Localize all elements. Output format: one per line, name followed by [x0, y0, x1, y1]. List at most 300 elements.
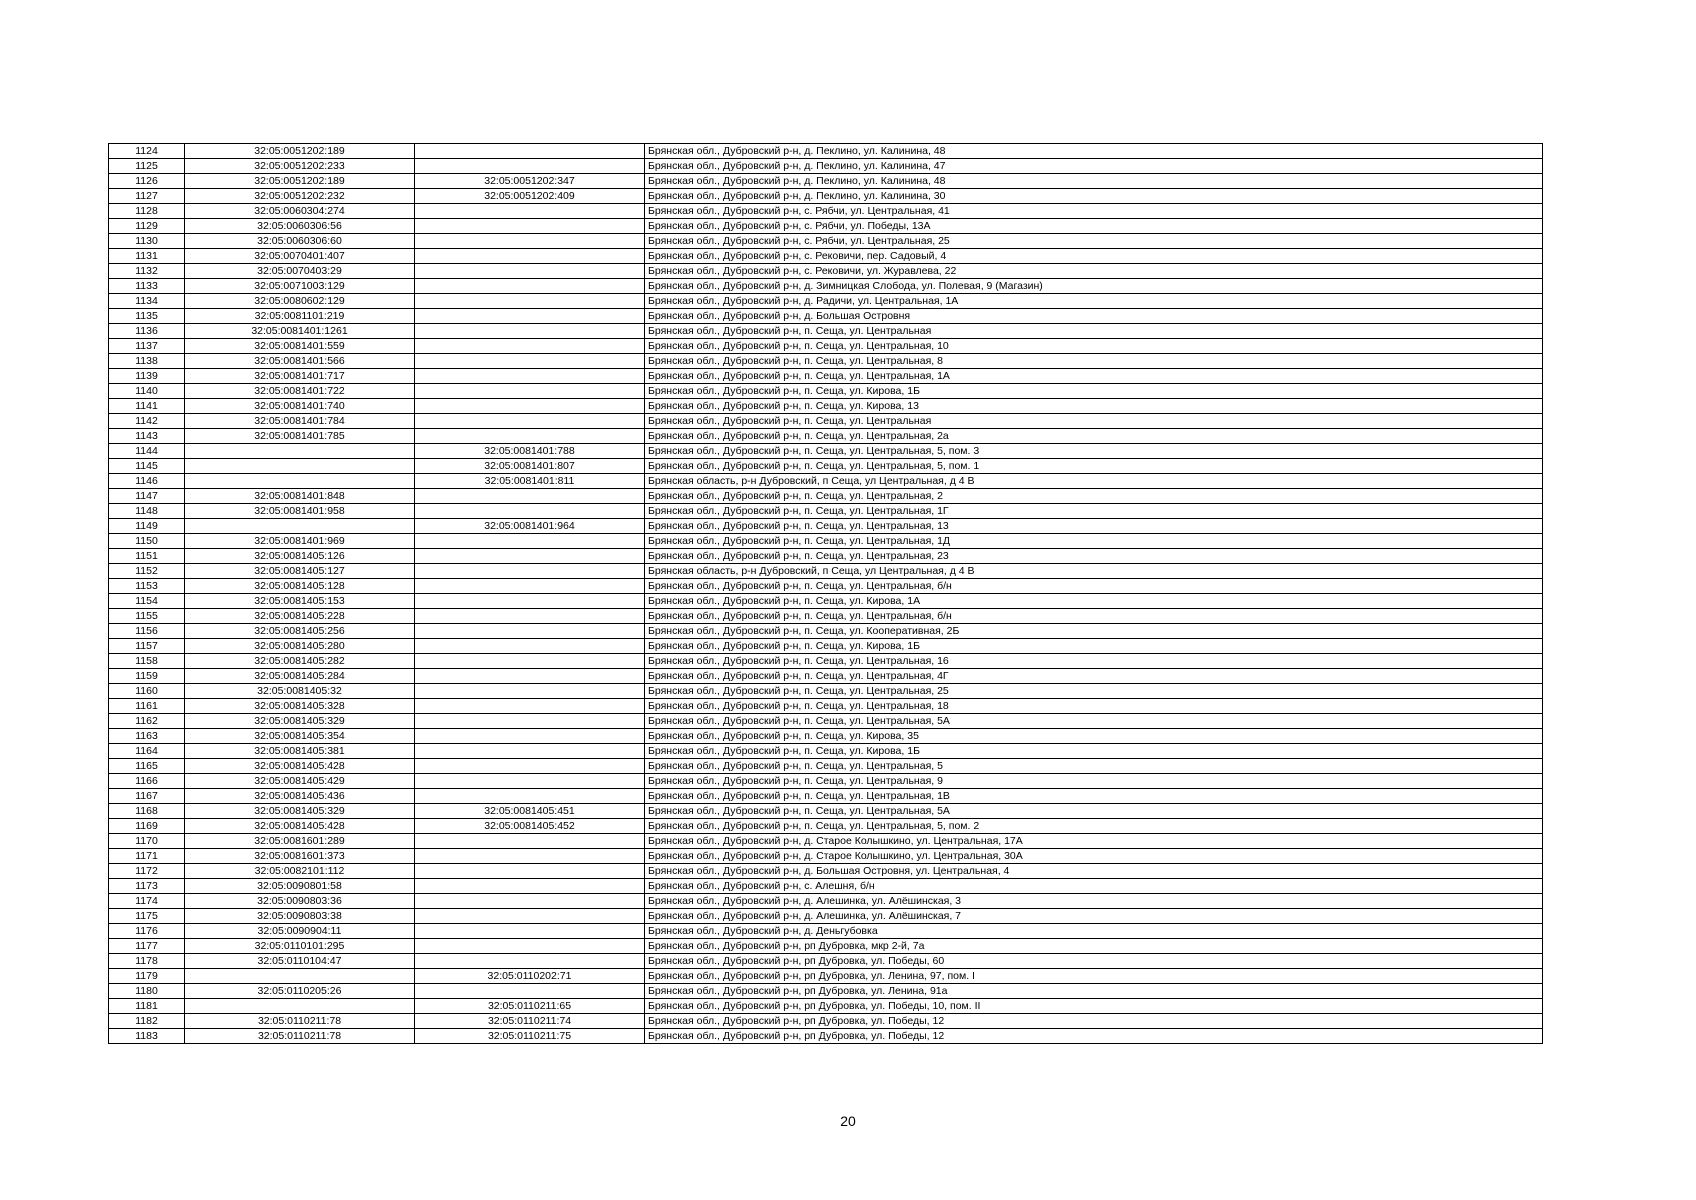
address-cell: Брянская обл., Дубровский р-н, д. Пеклино, ул. Калинина, 30	[645, 189, 1543, 204]
table-row	[109, 984, 1543, 999]
table-row	[109, 294, 1543, 309]
land-cadastral-number-cell: 32:05:0081101:219	[185, 309, 415, 324]
land-cadastral-number-cell: 32:05:0090803:36	[185, 894, 415, 909]
building-cadastral-number-cell	[415, 234, 645, 249]
building-cadastral-number-cell	[415, 789, 645, 804]
building-cadastral-number-cell	[415, 324, 645, 339]
row-number-cell: 1136	[109, 324, 185, 339]
row-number-cell: 1124	[109, 144, 185, 159]
land-cadastral-number-cell: 32:05:0081405:428	[185, 819, 415, 834]
table-row	[109, 834, 1543, 849]
address-cell: Брянская обл., Дубровский р-н, д. Пеклино, ул. Калинина, 48	[645, 174, 1543, 189]
land-cadastral-number-cell: 32:05:0081401:969	[185, 534, 415, 549]
row-number-cell: 1154	[109, 594, 185, 609]
table-row	[109, 954, 1543, 969]
address-cell: Брянская обл., Дубровский р-н, п. Сеща, ул. Центральная, 5	[645, 759, 1543, 774]
building-cadastral-number-cell: 32:05:0081401:788	[415, 444, 645, 459]
row-number-cell: 1125	[109, 159, 185, 174]
row-number-cell: 1153	[109, 579, 185, 594]
table-row	[109, 279, 1543, 294]
row-number-cell: 1156	[109, 624, 185, 639]
building-cadastral-number-cell	[415, 594, 645, 609]
building-cadastral-number-cell	[415, 939, 645, 954]
address-cell: Брянская обл., Дубровский р-н, п. Сеща, ул. Центральная, б/н	[645, 579, 1543, 594]
row-number-cell: 1148	[109, 504, 185, 519]
row-number-cell: 1181	[109, 999, 185, 1014]
land-cadastral-number-cell	[185, 999, 415, 1014]
row-number-cell: 1169	[109, 819, 185, 834]
address-cell: Брянская обл., Дубровский р-н, п. Сеща, ул. Центральная, 23	[645, 549, 1543, 564]
building-cadastral-number-cell	[415, 834, 645, 849]
row-number-cell: 1175	[109, 909, 185, 924]
table-row	[109, 759, 1543, 774]
address-cell: Брянская обл., Дубровский р-н, п. Сеща, ул. Центральная, 2а	[645, 429, 1543, 444]
row-number-cell: 1173	[109, 879, 185, 894]
building-cadastral-number-cell	[415, 204, 645, 219]
table-row	[109, 939, 1543, 954]
land-cadastral-number-cell: 32:05:0081405:153	[185, 594, 415, 609]
building-cadastral-number-cell	[415, 579, 645, 594]
building-cadastral-number-cell	[415, 894, 645, 909]
land-cadastral-number-cell: 32:05:0081401:1261	[185, 324, 415, 339]
address-cell: Брянская обл., Дубровский р-н, п. Сеща, ул. Центральная	[645, 414, 1543, 429]
building-cadastral-number-cell	[415, 414, 645, 429]
building-cadastral-number-cell	[415, 954, 645, 969]
building-cadastral-number-cell: 32:05:0081401:807	[415, 459, 645, 474]
register-table	[108, 143, 1543, 1044]
address-cell: Брянская обл., Дубровский р-н, д. Деньгубовка	[645, 924, 1543, 939]
row-number-cell: 1165	[109, 759, 185, 774]
address-cell: Брянская обл., Дубровский р-н, п. Сеща, ул. Кирова, 13	[645, 399, 1543, 414]
row-number-cell: 1128	[109, 204, 185, 219]
building-cadastral-number-cell: 32:05:0081401:811	[415, 474, 645, 489]
row-number-cell: 1157	[109, 639, 185, 654]
land-cadastral-number-cell: 32:05:0070403:29	[185, 264, 415, 279]
land-cadastral-number-cell: 32:05:0110211:78	[185, 1014, 415, 1029]
table-row	[109, 789, 1543, 804]
address-cell: Брянская обл., Дубровский р-н, рп Дубровка, ул. Победы, 60	[645, 954, 1543, 969]
table-row	[109, 264, 1543, 279]
row-number-cell: 1171	[109, 849, 185, 864]
address-cell: Брянская обл., Дубровский р-н, п. Сеща, ул. Кирова, 1Б	[645, 384, 1543, 399]
building-cadastral-number-cell	[415, 249, 645, 264]
row-number-cell: 1135	[109, 309, 185, 324]
address-cell: Брянская обл., Дубровский р-н, п. Сеща, ул. Кооперативная, 2Б	[645, 624, 1543, 639]
land-cadastral-number-cell: 32:05:0070401:407	[185, 249, 415, 264]
building-cadastral-number-cell: 32:05:0081405:451	[415, 804, 645, 819]
address-cell: Брянская обл., Дубровский р-н, д. Старое Колышкино, ул. Центральная, 30А	[645, 849, 1543, 864]
address-cell: Брянская обл., Дубровский р-н, д. Радичи, ул. Центральная, 1А	[645, 294, 1543, 309]
address-cell: Брянская обл., Дубровский р-н, п. Сеща, ул. Центральная, 1Д	[645, 534, 1543, 549]
row-number-cell: 1172	[109, 864, 185, 879]
table-row	[109, 519, 1543, 534]
building-cadastral-number-cell: 32:05:0051202:409	[415, 189, 645, 204]
address-cell: Брянская обл., Дубровский р-н, п. Сеща, ул. Центральная, 25	[645, 684, 1543, 699]
row-number-cell: 1130	[109, 234, 185, 249]
building-cadastral-number-cell: 32:05:0110211:74	[415, 1014, 645, 1029]
table-row	[109, 429, 1543, 444]
address-cell: Брянская обл., Дубровский р-н, п. Сеща, ул. Центральная	[645, 324, 1543, 339]
table-row	[109, 894, 1543, 909]
row-number-cell: 1168	[109, 804, 185, 819]
land-cadastral-number-cell: 32:05:0081405:329	[185, 804, 415, 819]
land-cadastral-number-cell: 32:05:0081401:784	[185, 414, 415, 429]
table-row	[109, 489, 1543, 504]
land-cadastral-number-cell: 32:05:0081405:256	[185, 624, 415, 639]
building-cadastral-number-cell	[415, 669, 645, 684]
building-cadastral-number-cell: 32:05:0110211:65	[415, 999, 645, 1014]
table-row	[109, 1014, 1543, 1029]
address-cell: Брянская обл., Дубровский р-н, п. Сеща, ул. Центральная, 5А	[645, 714, 1543, 729]
address-cell: Брянская обл., Дубровский р-н, п. Сеща, ул. Центральная, 18	[645, 699, 1543, 714]
row-number-cell: 1146	[109, 474, 185, 489]
table-row	[109, 384, 1543, 399]
building-cadastral-number-cell: 32:05:0081405:452	[415, 819, 645, 834]
land-cadastral-number-cell: 32:05:0051202:232	[185, 189, 415, 204]
land-cadastral-number-cell: 32:05:0081401:722	[185, 384, 415, 399]
table-row	[109, 909, 1543, 924]
row-number-cell: 1178	[109, 954, 185, 969]
table-row	[109, 474, 1543, 489]
land-cadastral-number-cell: 32:05:0081405:436	[185, 789, 415, 804]
page-number: 20	[840, 1113, 856, 1129]
building-cadastral-number-cell	[415, 564, 645, 579]
land-cadastral-number-cell: 32:05:0082101:112	[185, 864, 415, 879]
table-row	[109, 609, 1543, 624]
address-cell: Брянская обл., Дубровский р-н, д. Большая Островня	[645, 309, 1543, 324]
table-row	[109, 369, 1543, 384]
address-cell: Брянская обл., Дубровский р-н, с. Рябчи, ул. Центральная, 25	[645, 234, 1543, 249]
address-cell: Брянская область, р-н Дубровский, п Сеща, ул Центральная, д 4 В	[645, 564, 1543, 579]
row-number-cell: 1145	[109, 459, 185, 474]
building-cadastral-number-cell	[415, 384, 645, 399]
building-cadastral-number-cell	[415, 624, 645, 639]
table-row	[109, 414, 1543, 429]
building-cadastral-number-cell	[415, 399, 645, 414]
building-cadastral-number-cell	[415, 714, 645, 729]
land-cadastral-number-cell: 32:05:0081401:740	[185, 399, 415, 414]
land-cadastral-number-cell: 32:05:0081405:280	[185, 639, 415, 654]
row-number-cell: 1164	[109, 744, 185, 759]
building-cadastral-number-cell	[415, 144, 645, 159]
row-number-cell: 1162	[109, 714, 185, 729]
table-row	[109, 999, 1543, 1014]
table-row	[109, 924, 1543, 939]
building-cadastral-number-cell	[415, 369, 645, 384]
table-row	[109, 339, 1543, 354]
row-number-cell: 1141	[109, 399, 185, 414]
table-row	[109, 204, 1543, 219]
address-cell: Брянская обл., Дубровский р-н, п. Сеща, ул. Центральная, 1А	[645, 369, 1543, 384]
land-cadastral-number-cell: 32:05:0081405:127	[185, 564, 415, 579]
land-cadastral-number-cell: 32:05:0060306:56	[185, 219, 415, 234]
address-cell: Брянская обл., Дубровский р-н, д. Пеклино, ул. Калинина, 47	[645, 159, 1543, 174]
row-number-cell: 1129	[109, 219, 185, 234]
table-row	[109, 234, 1543, 249]
building-cadastral-number-cell	[415, 759, 645, 774]
address-cell: Брянская обл., Дубровский р-н, п. Сеща, ул. Кирова, 1Б	[645, 744, 1543, 759]
address-cell: Брянская обл., Дубровский р-н, с. Рябчи, ул. Центральная, 41	[645, 204, 1543, 219]
address-cell: Брянская обл., Дубровский р-н, п. Сеща, ул. Центральная, 13	[645, 519, 1543, 534]
building-cadastral-number-cell	[415, 279, 645, 294]
building-cadastral-number-cell: 32:05:0051202:347	[415, 174, 645, 189]
address-cell: Брянская обл., Дубровский р-н, п. Сеща, ул. Центральная, 5, пом. 1	[645, 459, 1543, 474]
building-cadastral-number-cell	[415, 264, 645, 279]
land-cadastral-number-cell: 32:05:0081405:128	[185, 579, 415, 594]
land-cadastral-number-cell	[185, 459, 415, 474]
row-number-cell: 1142	[109, 414, 185, 429]
address-cell: Брянская обл., Дубровский р-н, рп Дубровка, мкр 2-й, 7а	[645, 939, 1543, 954]
address-cell: Брянская обл., Дубровский р-н, п. Сеща, ул. Центральная, 5, пом. 3	[645, 444, 1543, 459]
row-number-cell: 1163	[109, 729, 185, 744]
table-row	[109, 699, 1543, 714]
address-cell: Брянская обл., Дубровский р-н, д. Алешинка, ул. Алёшинская, 7	[645, 909, 1543, 924]
address-cell: Брянская обл., Дубровский р-н, п. Сеща, ул. Кирова, 35	[645, 729, 1543, 744]
building-cadastral-number-cell	[415, 774, 645, 789]
building-cadastral-number-cell	[415, 639, 645, 654]
address-cell: Брянская область, р-н Дубровский, п Сеща, ул Центральная, д 4 В	[645, 474, 1543, 489]
building-cadastral-number-cell	[415, 294, 645, 309]
table-row	[109, 684, 1543, 699]
land-cadastral-number-cell: 32:05:0081405:284	[185, 669, 415, 684]
land-cadastral-number-cell: 32:05:0081401:785	[185, 429, 415, 444]
land-cadastral-number-cell: 32:05:0110101:295	[185, 939, 415, 954]
land-cadastral-number-cell	[185, 474, 415, 489]
table-row	[109, 309, 1543, 324]
address-cell: Брянская обл., Дубровский р-н, п. Сеща, ул. Центральная, 10	[645, 339, 1543, 354]
table-row	[109, 579, 1543, 594]
row-number-cell: 1143	[109, 429, 185, 444]
table-row	[109, 879, 1543, 894]
building-cadastral-number-cell	[415, 909, 645, 924]
row-number-cell: 1170	[109, 834, 185, 849]
land-cadastral-number-cell: 32:05:0110104:47	[185, 954, 415, 969]
land-cadastral-number-cell: 32:05:0081405:381	[185, 744, 415, 759]
row-number-cell: 1133	[109, 279, 185, 294]
building-cadastral-number-cell: 32:05:0081401:964	[415, 519, 645, 534]
table-row	[109, 534, 1543, 549]
table-row	[109, 969, 1543, 984]
row-number-cell: 1180	[109, 984, 185, 999]
address-cell: Брянская обл., Дубровский р-н, п. Сеща, ул. Центральная, 1В	[645, 789, 1543, 804]
row-number-cell: 1161	[109, 699, 185, 714]
address-cell: Брянская обл., Дубровский р-н, п. Сеща, ул. Центральная, 1Г	[645, 504, 1543, 519]
row-number-cell: 1132	[109, 264, 185, 279]
building-cadastral-number-cell	[415, 489, 645, 504]
table-row	[109, 594, 1543, 609]
building-cadastral-number-cell	[415, 699, 645, 714]
row-number-cell: 1158	[109, 654, 185, 669]
land-cadastral-number-cell: 32:05:0081405:32	[185, 684, 415, 699]
table-row	[109, 849, 1543, 864]
land-cadastral-number-cell: 32:05:0081405:354	[185, 729, 415, 744]
address-cell: Брянская обл., Дубровский р-н, с. Рековичи, ул. Журавлева, 22	[645, 264, 1543, 279]
land-cadastral-number-cell: 32:05:0081401:717	[185, 369, 415, 384]
row-number-cell: 1137	[109, 339, 185, 354]
address-cell: Брянская обл., Дубровский р-н, д. Старое Колышкино, ул. Центральная, 17А	[645, 834, 1543, 849]
address-cell: Брянская обл., Дубровский р-н, п. Сеща, ул. Центральная, 8	[645, 354, 1543, 369]
row-number-cell: 1166	[109, 774, 185, 789]
row-number-cell: 1174	[109, 894, 185, 909]
building-cadastral-number-cell	[415, 549, 645, 564]
address-cell: Брянская обл., Дубровский р-н, д. Пеклино, ул. Калинина, 48	[645, 144, 1543, 159]
address-cell: Брянская обл., Дубровский р-н, п. Сеща, ул. Центральная, 5, пом. 2	[645, 819, 1543, 834]
building-cadastral-number-cell	[415, 849, 645, 864]
table-row	[109, 774, 1543, 789]
row-number-cell: 1176	[109, 924, 185, 939]
row-number-cell: 1140	[109, 384, 185, 399]
address-cell: Брянская обл., Дубровский р-н, с. Алешня, б/н	[645, 879, 1543, 894]
address-cell: Брянская обл., Дубровский р-н, п. Сеща, ул. Центральная, 4Г	[645, 669, 1543, 684]
building-cadastral-number-cell	[415, 924, 645, 939]
row-number-cell: 1152	[109, 564, 185, 579]
row-number-cell: 1167	[109, 789, 185, 804]
table-row	[109, 564, 1543, 579]
table-row	[109, 189, 1543, 204]
address-cell: Брянская обл., Дубровский р-н, д. Зимницкая Слобода, ул. Полевая, 9 (Магазин)	[645, 279, 1543, 294]
land-cadastral-number-cell: 32:05:0081405:328	[185, 699, 415, 714]
land-cadastral-number-cell: 32:05:0081405:329	[185, 714, 415, 729]
land-cadastral-number-cell	[185, 444, 415, 459]
table-row	[109, 219, 1543, 234]
land-cadastral-number-cell: 32:05:0060304:274	[185, 204, 415, 219]
building-cadastral-number-cell	[415, 354, 645, 369]
address-cell: Брянская обл., Дубровский р-н, п. Сеща, ул. Кирова, 1А	[645, 594, 1543, 609]
table-row	[109, 669, 1543, 684]
row-number-cell: 1131	[109, 249, 185, 264]
table-row	[109, 354, 1543, 369]
building-cadastral-number-cell	[415, 159, 645, 174]
row-number-cell: 1126	[109, 174, 185, 189]
address-cell: Брянская обл., Дубровский р-н, рп Дубровка, ул. Победы, 12	[645, 1029, 1543, 1044]
land-cadastral-number-cell	[185, 969, 415, 984]
land-cadastral-number-cell: 32:05:0081405:126	[185, 549, 415, 564]
address-cell: Брянская обл., Дубровский р-н, рп Дубровка, ул. Победы, 12	[645, 1014, 1543, 1029]
building-cadastral-number-cell	[415, 864, 645, 879]
address-cell: Брянская обл., Дубровский р-н, п. Сеща, ул. Центральная, 16	[645, 654, 1543, 669]
table-row	[109, 249, 1543, 264]
address-cell: Брянская обл., Дубровский р-н, п. Сеща, ул. Кирова, 1Б	[645, 639, 1543, 654]
address-cell: Брянская обл., Дубровский р-н, п. Сеща, ул. Центральная, 9	[645, 774, 1543, 789]
land-cadastral-number-cell: 32:05:0081405:428	[185, 759, 415, 774]
land-cadastral-number-cell: 32:05:0081401:559	[185, 339, 415, 354]
row-number-cell: 1151	[109, 549, 185, 564]
row-number-cell: 1150	[109, 534, 185, 549]
address-cell: Брянская обл., Дубровский р-н, рп Дубровка, ул. Ленина, 91а	[645, 984, 1543, 999]
table-row	[109, 864, 1543, 879]
building-cadastral-number-cell	[415, 654, 645, 669]
land-cadastral-number-cell: 32:05:0081601:289	[185, 834, 415, 849]
address-cell: Брянская обл., Дубровский р-н, рп Дубровка, ул. Ленина, 97, пом. I	[645, 969, 1543, 984]
row-number-cell: 1159	[109, 669, 185, 684]
land-cadastral-number-cell: 32:05:0110211:78	[185, 1029, 415, 1044]
land-cadastral-number-cell: 32:05:0081405:282	[185, 654, 415, 669]
row-number-cell: 1134	[109, 294, 185, 309]
building-cadastral-number-cell	[415, 534, 645, 549]
table-row	[109, 624, 1543, 639]
building-cadastral-number-cell	[415, 429, 645, 444]
row-number-cell: 1138	[109, 354, 185, 369]
table-row	[109, 639, 1543, 654]
land-cadastral-number-cell: 32:05:0081401:848	[185, 489, 415, 504]
address-cell: Брянская обл., Дубровский р-н, п. Сеща, ул. Центральная, б/н	[645, 609, 1543, 624]
address-cell: Брянская обл., Дубровский р-н, д. Большая Островня, ул. Центральная, 4	[645, 864, 1543, 879]
land-cadastral-number-cell: 32:05:0081405:228	[185, 609, 415, 624]
land-cadastral-number-cell	[185, 519, 415, 534]
address-cell: Брянская обл., Дубровский р-н, д. Алешинка, ул. Алёшинская, 3	[645, 894, 1543, 909]
building-cadastral-number-cell	[415, 609, 645, 624]
land-cadastral-number-cell: 32:05:0090803:38	[185, 909, 415, 924]
land-cadastral-number-cell: 32:05:0110205:26	[185, 984, 415, 999]
row-number-cell: 1139	[109, 369, 185, 384]
land-cadastral-number-cell: 32:05:0081401:958	[185, 504, 415, 519]
land-cadastral-number-cell: 32:05:0060306:60	[185, 234, 415, 249]
building-cadastral-number-cell	[415, 309, 645, 324]
building-cadastral-number-cell	[415, 879, 645, 894]
land-cadastral-number-cell: 32:05:0051202:189	[185, 144, 415, 159]
building-cadastral-number-cell	[415, 729, 645, 744]
table-row	[109, 324, 1543, 339]
table-row	[109, 804, 1543, 819]
address-cell: Брянская обл., Дубровский р-н, с. Рябчи, ул. Победы, 13А	[645, 219, 1543, 234]
table-row	[109, 159, 1543, 174]
table-row	[109, 174, 1543, 189]
table-row	[109, 144, 1543, 159]
table-row	[109, 459, 1543, 474]
building-cadastral-number-cell	[415, 684, 645, 699]
row-number-cell: 1179	[109, 969, 185, 984]
building-cadastral-number-cell: 32:05:0110211:75	[415, 1029, 645, 1044]
address-cell: Брянская обл., Дубровский р-н, п. Сеща, ул. Центральная, 5А	[645, 804, 1543, 819]
row-number-cell: 1149	[109, 519, 185, 534]
table-row	[109, 1029, 1543, 1044]
row-number-cell: 1182	[109, 1014, 185, 1029]
table-row	[109, 819, 1543, 834]
building-cadastral-number-cell	[415, 339, 645, 354]
table-row	[109, 399, 1543, 414]
building-cadastral-number-cell	[415, 744, 645, 759]
building-cadastral-number-cell	[415, 219, 645, 234]
building-cadastral-number-cell	[415, 984, 645, 999]
table-row	[109, 549, 1543, 564]
land-cadastral-number-cell: 32:05:0081401:566	[185, 354, 415, 369]
row-number-cell: 1177	[109, 939, 185, 954]
table-row	[109, 714, 1543, 729]
land-cadastral-number-cell: 32:05:0071003:129	[185, 279, 415, 294]
row-number-cell: 1155	[109, 609, 185, 624]
row-number-cell: 1147	[109, 489, 185, 504]
building-cadastral-number-cell	[415, 504, 645, 519]
land-cadastral-number-cell: 32:05:0080602:129	[185, 294, 415, 309]
table-row	[109, 444, 1543, 459]
land-cadastral-number-cell: 32:05:0081405:429	[185, 774, 415, 789]
land-cadastral-number-cell: 32:05:0090801:58	[185, 879, 415, 894]
building-cadastral-number-cell: 32:05:0110202:71	[415, 969, 645, 984]
land-cadastral-number-cell: 32:05:0051202:189	[185, 174, 415, 189]
row-number-cell: 1144	[109, 444, 185, 459]
land-cadastral-number-cell: 32:05:0090904:11	[185, 924, 415, 939]
register-table-body	[109, 144, 1543, 1044]
table-row	[109, 729, 1543, 744]
row-number-cell: 1160	[109, 684, 185, 699]
address-cell: Брянская обл., Дубровский р-н, с. Рековичи, пер. Садовый, 4	[645, 249, 1543, 264]
table-row	[109, 744, 1543, 759]
row-number-cell: 1183	[109, 1029, 185, 1044]
land-cadastral-number-cell: 32:05:0081601:373	[185, 849, 415, 864]
address-cell: Брянская обл., Дубровский р-н, п. Сеща, ул. Центральная, 2	[645, 489, 1543, 504]
row-number-cell: 1127	[109, 189, 185, 204]
table-row	[109, 654, 1543, 669]
